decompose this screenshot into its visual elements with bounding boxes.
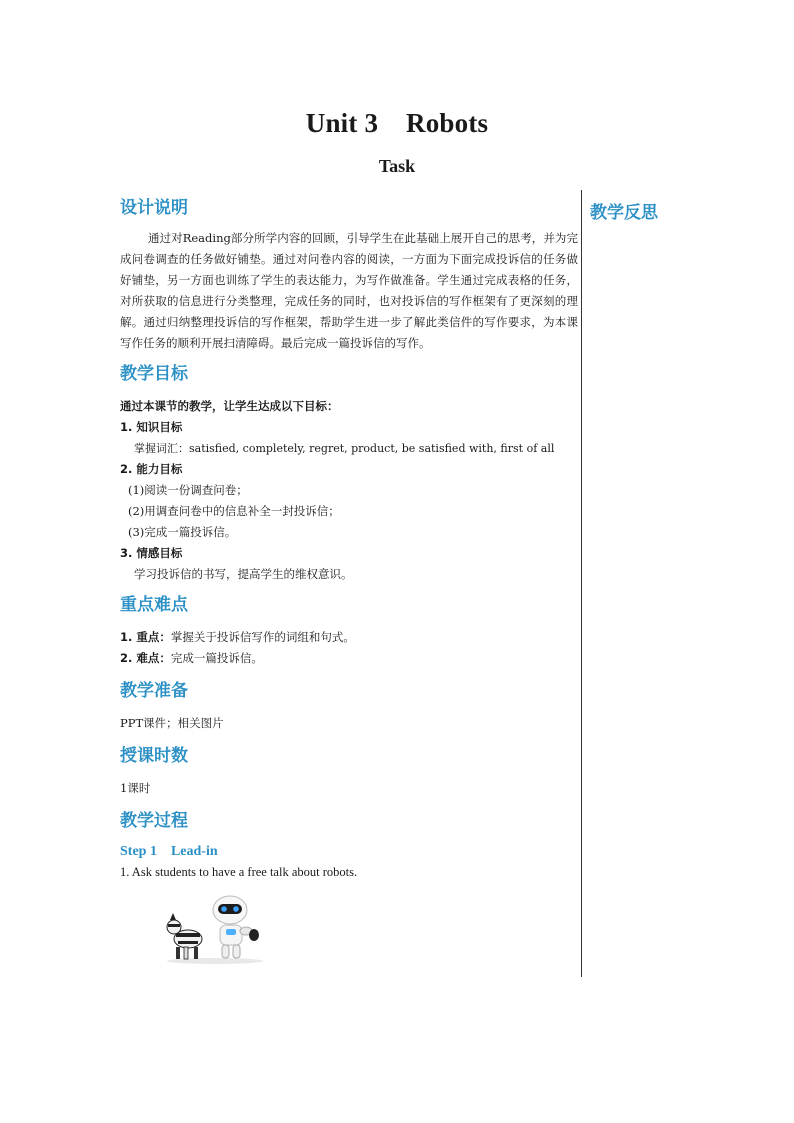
robot-dog-icon (167, 913, 202, 959)
emotion-title: 3. 情感目标 (120, 546, 183, 560)
key-label: 1. 重点： (120, 630, 171, 644)
ability-item-1: (1)阅读一份调查问卷； (128, 483, 248, 497)
difficult-point (120, 648, 578, 669)
robot-image (160, 893, 578, 969)
keypoints-heading: 重点难点 (120, 595, 188, 615)
diff-text: 完成一篇投诉信。 (170, 651, 263, 665)
prep-heading: 教学准备 (120, 681, 188, 701)
knowledge-text: 掌握词汇：satisfied, completely, regret, product, be satisfied with, first of all (134, 442, 555, 455)
diff-label: 2. 难点： (120, 651, 171, 665)
emotion-text: 学习投诉信的书写，提高学生的维权意识。 (134, 567, 353, 581)
key-text: 掌握关于投诉信写作的词组和句式。 (170, 630, 355, 644)
ability-item-3: (3)完成一篇投诉信。 (128, 525, 237, 539)
ability-title: 2. 能力目标 (120, 462, 183, 476)
document-subtitle: Task (378, 156, 416, 176)
design-text: 通过对Reading部分所学内容的回顾，引导学生在此基础上展开自己的思考，并为完成问卷调查的任务做好铺垫。通过对问卷内容的阅读，一方面为下面完成投诉信的任务做好铺垫，另一方面也训练了学生的表达能力，为写作做准备。学生通过完成表格的任务，对所获取的信息进行分类整理，完成任务的同时，也对投诉信的写作框架有了更深刻的理解。通过归纳整理投诉信的写作框架，帮助学生进一步了解此类信件的写作要求，为本课写作任务的顺利开展扫清障碍。最后完成一篇投诉信的写作。 (120, 231, 578, 350)
objectives-heading: 教学目标 (120, 364, 188, 384)
reflection-heading: 教学反思 (590, 203, 658, 223)
hours-text: 1课时 (120, 781, 151, 795)
column-divider (581, 190, 582, 977)
document-title: Unit 3 Robots (305, 108, 489, 138)
robot-humanoid-icon (213, 896, 259, 958)
design-heading: 设计说明 (120, 198, 188, 218)
step1-item: 1. Ask students to have a free talk about robots. (120, 865, 358, 879)
objectives-intro: 通过本课节的教学，让学生达成以下目标： (120, 399, 339, 413)
knowledge-title: 1. 知识目标 (120, 420, 183, 434)
hours-heading: 授课时数 (120, 746, 188, 766)
main-column (120, 196, 578, 969)
ability-item-2: (2)用调查问卷中的信息补全一封投诉信； (128, 504, 340, 518)
key-point (120, 627, 578, 648)
step1-heading: Step 1 Lead-in (120, 844, 218, 859)
process-heading: 教学过程 (120, 811, 188, 831)
prep-text: PPT课件；相关图片 (120, 716, 224, 730)
